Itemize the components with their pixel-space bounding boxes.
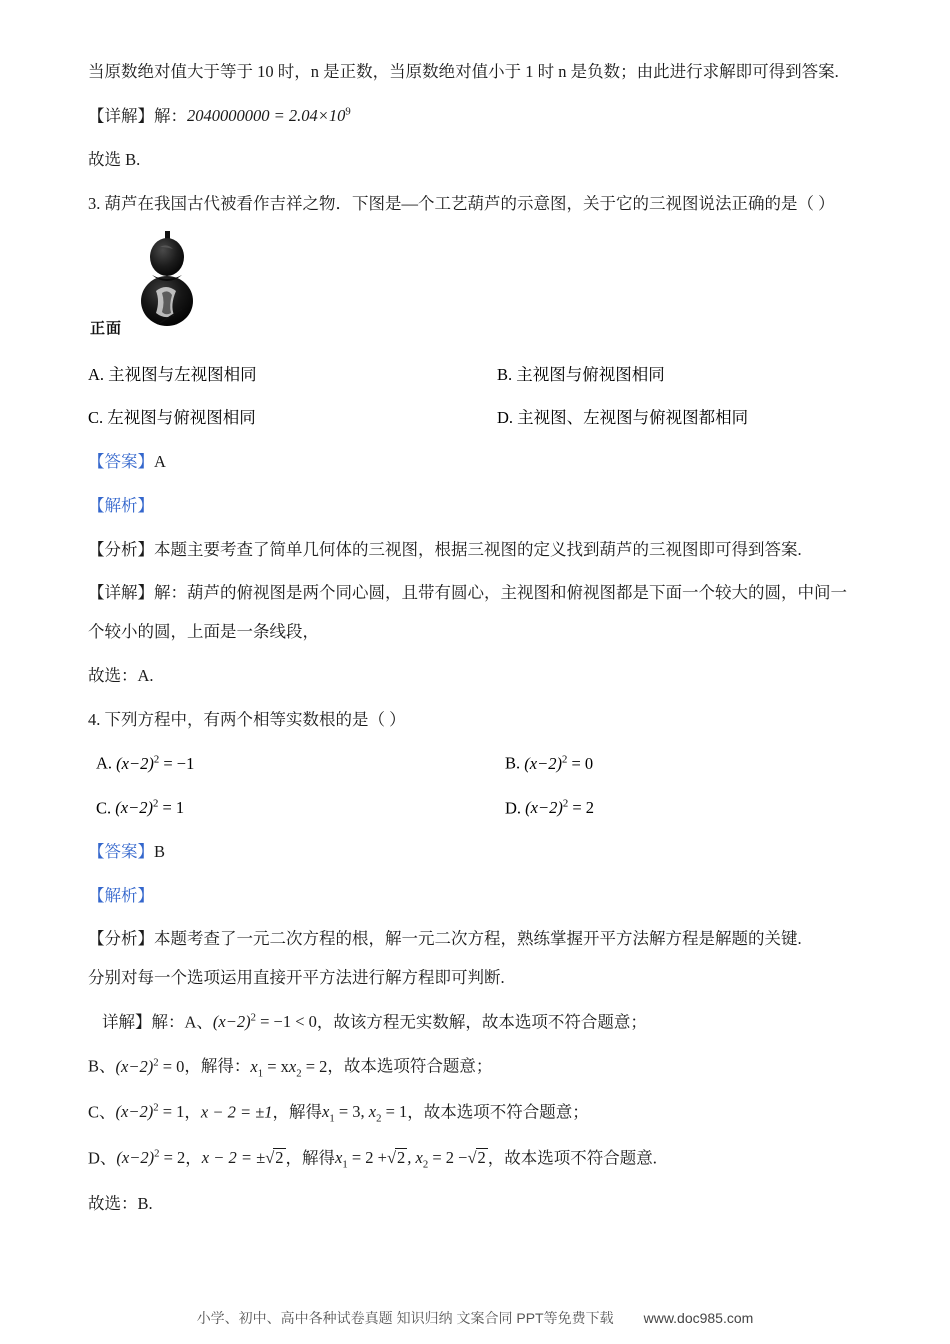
question-3-options-row-2 [88,406,862,431]
detail-a-expr: $(x-2)^2 = -1 < 0$ [212,1011,317,1032]
detail-b-expr: $(x-2)^2 = 0$ [115,1056,185,1076]
q3-xiangjie-line-2: 个较小的圆，上面是一条线段， [88,622,319,641]
detail-c-mid: ，解得 [272,1102,323,1122]
exponent: 9 [345,105,351,118]
footer-text: 小学、初中、高中各种试卷真题 知识归纳 文案合同 PPT等免费下载 [196,1310,614,1326]
answer-value: A [154,452,166,471]
detail-c-expr: $(x-2)^2 = 1$ [115,1101,185,1122]
q4-option-c-expr: $(x-2)^2 = 1$ [115,797,185,817]
q4-fenxi-line [88,927,862,952]
q3-option-a[interactable]: A. 主视图与左视图相同 [88,364,257,384]
q4-detail-line-d: D、$(x-2)^2 = 2$，x − 2 = ±√2 ，解得$x_1 = 2 +√2$ , $x_2 = 2 -√2$ ，故本选项不符合题意. [88,1147,657,1171]
gourd-figure [88,231,862,349]
question-3-stem: 3. 葫芦在我国古代被看作吉祥之物．下图是—个工艺葫芦的示意图，关于它的三视图说法正确的是（ ） [88,193,835,213]
answer-tag: 【答案】 [88,452,154,471]
q3-option-d[interactable]: D. 主视图、左视图与俯视图都相同 [497,408,749,428]
q4-jiexi-line [88,884,862,909]
question-3-options-row-1 [88,363,862,388]
q4-option-a-label: A. [96,753,113,773]
q3-option-b[interactable]: B. 主视图与俯视图相同 [497,364,665,384]
q4-fenxi-line-2: 分别对每一个选项运用直接开平方法进行解方程即可判断. [88,968,505,987]
q3-guxuan-line: 故选：A. [88,665,154,685]
fenxi-text: 本题考查了一元二次方程的根，解一元二次方程，熟练掌握开平方法解方程是解题的关键. [154,929,802,949]
q4-option-c-label: C. [96,798,112,817]
q4-option-c[interactable] [88,796,475,821]
q4-detail-line-b [88,1054,862,1081]
question-4-options-row-1 [88,751,862,776]
fenxi-tag: 【分析】 [88,929,154,949]
q4-option-d[interactable] [475,796,862,821]
fenxi-tag: 【分析】 [88,539,154,559]
q3-jiexi-line [88,494,862,519]
jiexi-tag: 【解析】 [88,885,154,905]
q3-option-c[interactable]: C. 左视图与俯视图相同 [88,408,256,428]
paragraph-sci-notation-rule: 当原数绝对值大于等于 10 时，n 是正数，当原数绝对值小于 1 时 n 是负数；由此进行求解即可得到答案. [88,62,839,81]
answer-value: B [154,841,166,861]
q4-detail-line-a [88,1010,862,1035]
detail-d-roots: $x_1 = 2 +√2$ , $x_2 = 2 -√2$ [335,1148,486,1171]
question-4-stem: 4. 下列方程中，有两个相等实数根的是（ ） [88,709,406,729]
q4-detail-line-c: C、$(x-2)^2 = 1$，x − 2 = ±1，解得$x_1 = 3$, $x_2 = 1$，故本选项不符合题意； [88,1101,589,1125]
q3-xiangjie-line [88,581,862,606]
paragraph-choose-b: 故选 B. [88,150,141,169]
detail-math: $2040000000 = 2.04\times 10^9$ [187,105,351,126]
q4-option-a-expr: $(x-2)^2 = -1$ [116,753,195,773]
detail-b-lead: B、 [88,1056,116,1076]
detail-c-lead: C、 [88,1102,116,1122]
q4-option-b-label: B. [505,753,521,773]
page-footer [0,1308,950,1328]
footer-site[interactable]: www.doc985.com [643,1310,754,1326]
q4-option-d-label: D. [505,798,522,817]
detail-d-lead: D、 [88,1148,117,1168]
q4-answer-line [88,840,862,865]
fenxi-text: 本题主要考查了简单几何体的三视图，根据三视图的定义找到葫芦的三视图即可得到答案. [154,539,802,559]
question-4-options-row-2 [88,796,862,821]
q4-guxuan-line: 故选：B. [88,1193,153,1213]
jiexi-tag: 【解析】 [88,495,154,515]
detail-tag: 详解】 [102,1012,152,1032]
detail-tag: 【详解】解： [88,106,187,126]
label-pointer-line [160,307,186,327]
q4-option-d-expr: $(x-2)^2 = 2$ [525,797,595,817]
detail-c-tail: ，故本选项不符合题意； [407,1102,589,1122]
detail-a-tail: ，故该方程无实数解，故本选项不符合题意； [316,1012,647,1032]
q4-option-b-expr: $(x-2)^2 = 0$ [524,753,594,773]
q3-answer-line [88,450,862,475]
detail-lead: 解：A、 [151,1012,213,1032]
detail-c-roots: $x_1 = 3$, $x_2 = 1$ [322,1102,408,1125]
detail-b-tail: ，故本选项符合题意； [327,1056,493,1076]
q4-option-b[interactable] [475,751,862,776]
detail-b-mid: ，解得： [184,1056,251,1076]
detail-c-step: x − 2 = ±1 [200,1102,273,1122]
detail-d-step: x − 2 = ±√2 [201,1148,284,1168]
detail-d-mid: ，解得 [285,1148,336,1168]
answer-tag: 【答案】 [88,841,154,861]
xiangjie-tag: 【详解】 [88,583,154,603]
front-view-label: 正面 [90,319,123,337]
detail-d-tail: ，故本选项不符合题意. [487,1148,657,1168]
paragraph-detail-answer-2 [88,104,862,129]
detail-d-expr: $(x-2)^2 = 2$ [116,1147,186,1168]
q3-fenxi-line [88,538,862,563]
q4-option-a[interactable] [88,751,475,776]
xiangjie-text: 解：葫芦的俯视图是两个同心圆，且带有圆心，主视图和俯视图都是下面一个较大的圆，中间一 [154,583,847,603]
detail-b-roots: $x_1 = xx_2 = 2$ [250,1056,328,1079]
